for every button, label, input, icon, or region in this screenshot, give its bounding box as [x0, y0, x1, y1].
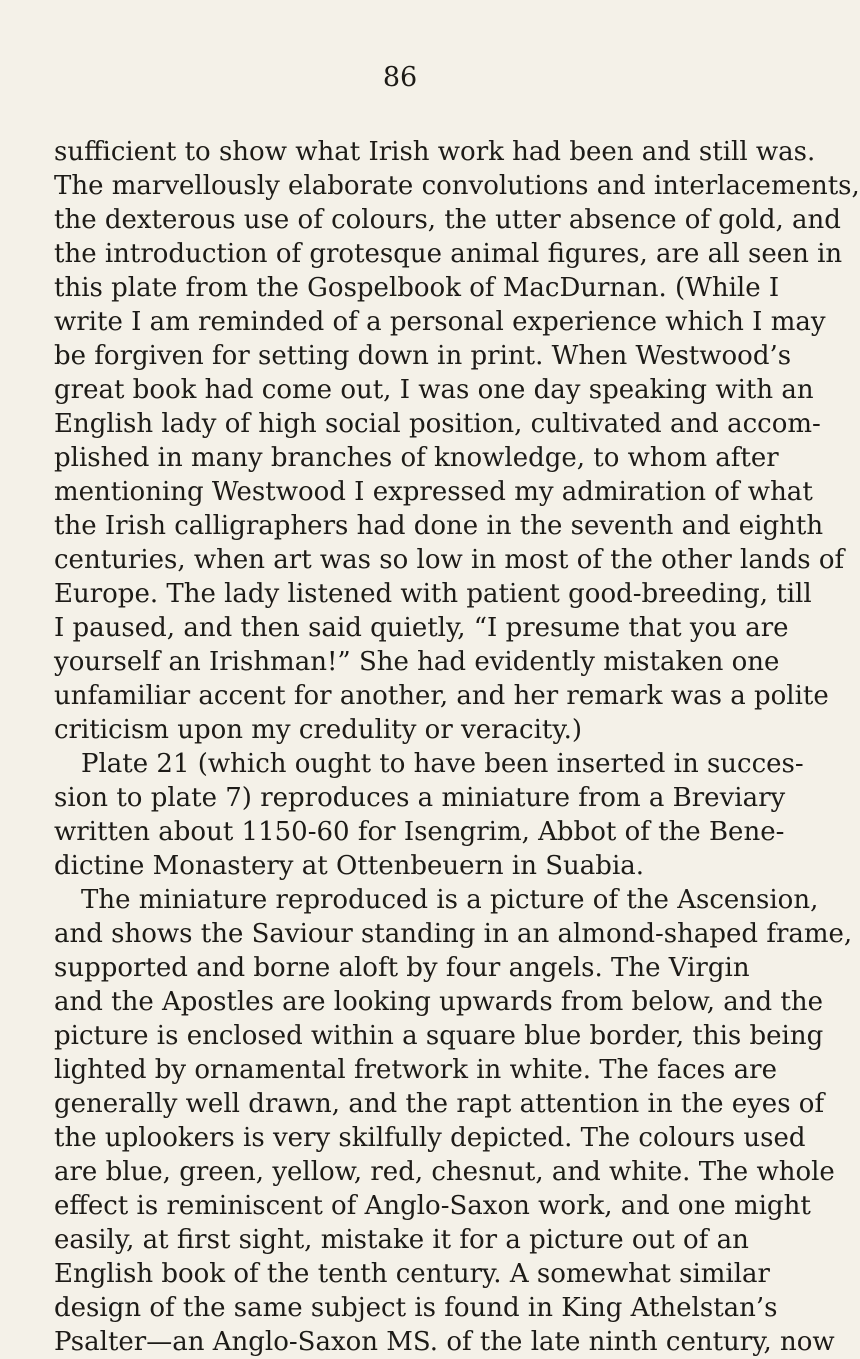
text-line: generally well drawn, and the rapt attention in the eyes of: [54, 1089, 825, 1119]
text-line: centuries, when art was so low in most of the other lands of: [54, 545, 845, 575]
text-line: mentioning Westwood I expressed my admiration of what: [54, 477, 813, 507]
text-line: the Irish calligraphers had done in the seventh and eighth: [54, 511, 824, 541]
text-line: The marvellously elaborate convolutions and interlacements,: [54, 171, 860, 201]
text-line: lighted by ornamental fretwork in white. The faces are: [54, 1055, 777, 1085]
text-line: write I am reminded of a personal experience which I may: [54, 307, 826, 337]
text-line: sion to plate 7) reproduces a miniature from a Breviary: [54, 783, 786, 813]
text-line: sufficient to show what Irish work had been and still was.: [54, 137, 816, 167]
text-line: the dexterous use of colours, the utter absence of gold, and: [54, 205, 841, 235]
text-line: and the Apostles are looking upwards from below, and the: [54, 987, 823, 1017]
text-line: yourself an Irishman!” She had evidently mistaken one: [54, 647, 780, 677]
text-line: easily, at first sight, mistake it for a picture out of an: [54, 1225, 749, 1255]
body-text: [54, 135, 860, 1359]
text-line: great book had come out, I was one day speaking with an: [54, 375, 814, 405]
text-line: Europe. The lady listened with patient good-breeding, till: [54, 579, 812, 609]
text-line: English book of the tenth century. A somewhat similar: [54, 1259, 770, 1289]
text-line: effect is reminiscent of Anglo-Saxon work, and one might: [54, 1191, 811, 1221]
text-line: Plate 21 (which ought to have been inserted in succes-: [81, 749, 804, 779]
text-line: this plate from the Gospelbook of MacDurnan. (While I: [54, 273, 780, 303]
text-line: written about 1150-60 for Isengrim, Abbot of the Bene-: [54, 817, 785, 847]
text-line: be forgiven for setting down in print. When Westwood’s: [54, 341, 792, 371]
text-line: and shows the Saviour standing in an almond-shaped frame,: [54, 919, 853, 949]
text-line: design of the same subject is found in King Athelstan’s: [54, 1293, 778, 1323]
text-line: plished in many branches of knowledge, to whom after: [54, 443, 779, 473]
text-line: are blue, green, yellow, red, chesnut, and white. The whole: [54, 1157, 835, 1187]
text-line: unfamiliar accent for another, and her remark was a polite: [54, 681, 829, 711]
text-line: criticism upon my credulity or veracity.): [54, 715, 582, 745]
text-line: picture is enclosed within a square blue border, this being: [54, 1021, 824, 1051]
text-line: the uplookers is very skilfully depicted. The colours used: [54, 1123, 806, 1153]
text-line: The miniature reproduced is a picture of the Ascension,: [81, 885, 819, 915]
text-line: Psalter—an Anglo-Saxon MS. of the late ninth century, now: [54, 1327, 835, 1357]
text-line: the introduction of grotesque animal figures, are all seen in: [54, 239, 843, 269]
text-line: supported and borne aloft by four angels. The Virgin: [54, 953, 750, 983]
page-number: 86: [382, 62, 418, 93]
text-line: I paused, and then said quietly, “I presume that you are: [54, 613, 789, 643]
text-line: English lady of high social position, cultivated and accom-: [54, 409, 821, 439]
text-line: dictine Monastery at Ottenbeuern in Suabia.: [54, 851, 645, 881]
